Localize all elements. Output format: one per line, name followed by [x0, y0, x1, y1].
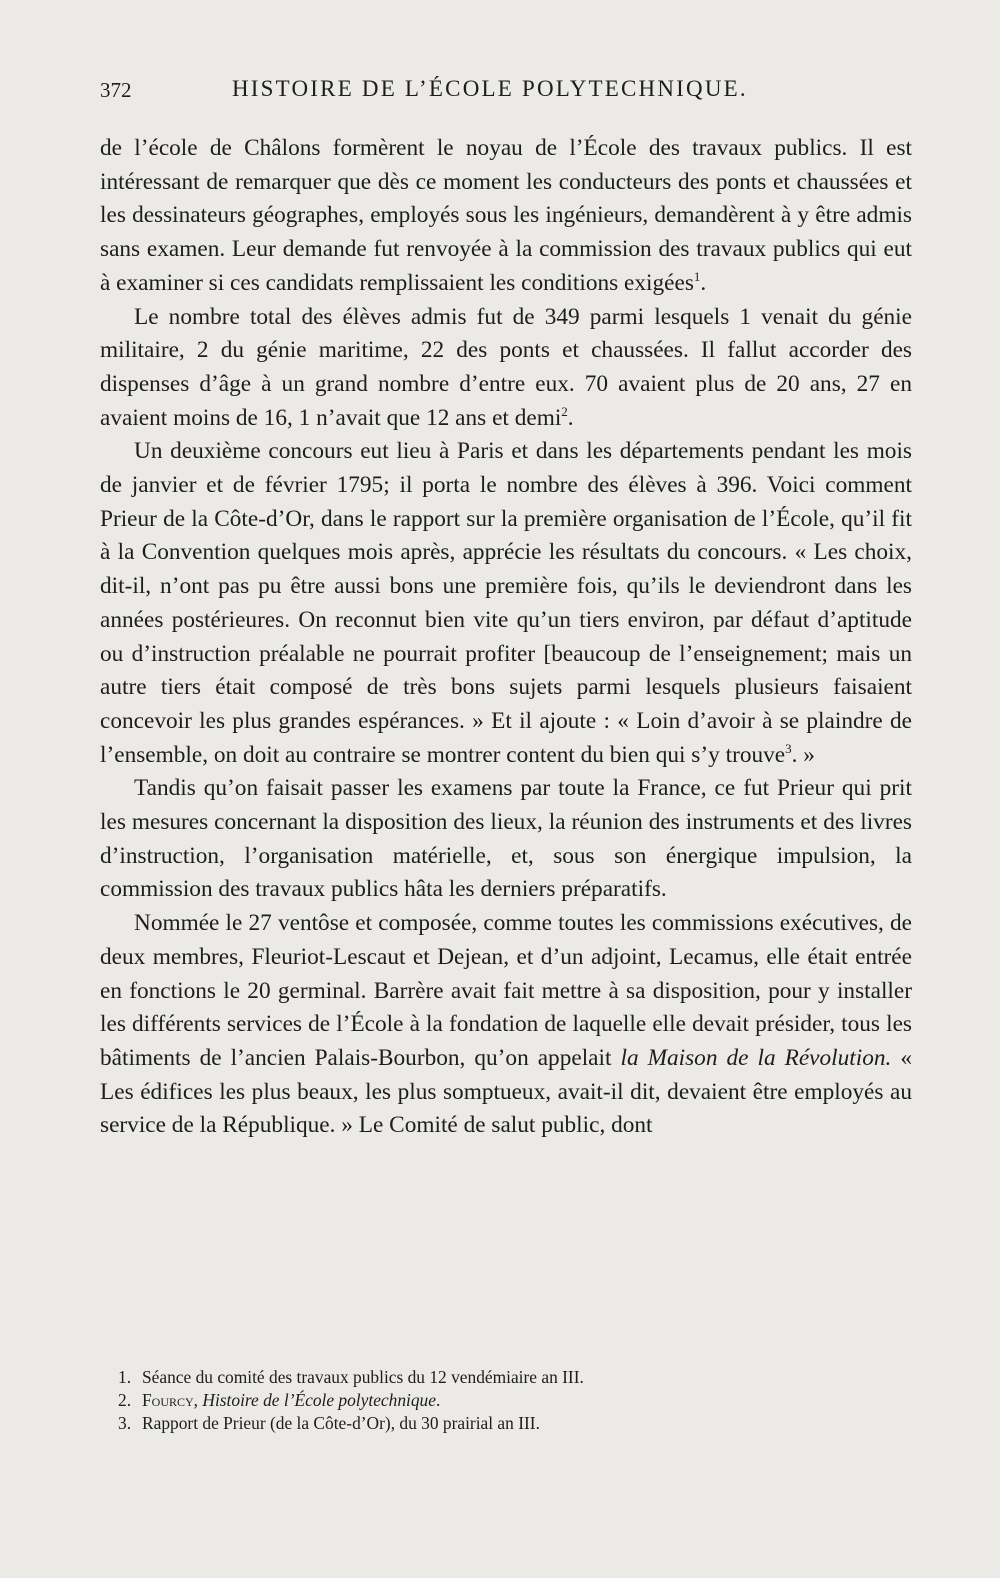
- paragraph-2-end: .: [567, 404, 574, 431]
- footnote-3: [100, 1412, 912, 1435]
- body-text: [100, 132, 912, 1143]
- footnote-author: Fourcy,: [142, 1390, 199, 1411]
- footnote-ref-3: 3: [785, 740, 792, 756]
- footnote-text: Rapport de Prieur (de la Côte-d’Or), du 30 prairial an III.: [142, 1413, 540, 1434]
- footnote-text: Séance du comité des travaux publics du 12 vendémiaire an III.: [142, 1367, 584, 1387]
- footnote-end: .: [435, 1390, 441, 1411]
- paragraph-5-text: Nommée le 27 ventôse et composée, comme toutes les commissions exécutives, de deux membres, Fleuriot-Lescaut et Dejean, et d’un adjoint, Lecamus, elle était entrée en fonctions le 20 germinal. Barrère avait fait mettre à sa disposition, pour y installer les différents services de l’École à la fondation de laquelle elle devait présider, tous les bâtiments de l’ancien Palais-Bourbon, qu’on appelait: [100, 910, 912, 1071]
- paragraph-1: [100, 132, 912, 301]
- paragraph-2-text: Le nombre total des élèves admis fut de 349 parmi lesquels 1 venait du génie militaire, 2 du génie maritime, 22 des ponts et chaussées. Il fallut accorder des dispenses d’âge à un grand nombre d’entre eux. 70 avaient plus de 20 ans, 27 en avaient moins de 16, 1 n’avait que 12 ans et demi: [100, 303, 912, 431]
- paragraph-2: [100, 301, 912, 436]
- paragraph-1-end: .: [700, 269, 707, 296]
- footnote-ref-2: 2: [561, 403, 568, 419]
- footnote-1: [100, 1366, 912, 1389]
- paragraph-5-italic: la Maison de la Révolution.: [620, 1044, 892, 1071]
- running-title: HISTOIRE DE L’ÉCOLE POLYTECHNIQUE.: [232, 76, 748, 101]
- paragraph-3-text: Un deuxième concours eut lieu à Paris et dans les départements pendant les mois de janvier et de février 1795; il porta le nombre des élèves à 396. Voici comment Prieur de la Côte-d’Or, dans le rapport sur la première organisation de l’École, qu’il fit à la Convention quelques mois après, apprécie les résultats du concours. « Les choix, dit-il, n’ont pas pu être aussi bons une première fois, qu’ils le deviendront dans les années postérieures. On reconnut bien vite qu’un tiers environ, par défaut d’aptitude ou d’instruction préalable ne pourrait profiter [beaucoup de l’enseignement; mais un autre tiers était composé de très bons sujets parmi lesquels plusieurs faisaient concevoir les plus grandes espérances. » Et il ajoute : « Loin d’avoir à se plaindre de l’ensemble, on doit au contraire se montrer content du bien qui s’y trouve: [100, 438, 912, 768]
- paragraph-4-text: Tandis qu’on faisait passer les examens par toute la France, ce fut Prieur qui prit les mesures concernant la disposition des lieux, la réunion des instruments et des livres d’instruction, l’organisation matérielle, et, sous son énergique impulsion, la commission des travaux publics hâta les derniers préparatifs.: [100, 775, 912, 903]
- paragraph-3-end: . »: [791, 741, 815, 768]
- paragraph-1-text: de l’école de Châlons formèrent le noyau de l’École des travaux publics. Il est intéressant de remarquer que dès ce moment les conducteurs des ponts et chaussées et les dessinateurs géographes, employés sous les ingénieurs, demandèrent à y être admis sans examen. Leur demande fut renvoyée à la commission des travaux publics qui eut à examiner si ces candidats remplissaient les conditions exigées: [100, 135, 912, 296]
- footnote-ref-1: 1: [693, 268, 701, 284]
- paragraph-4: [100, 772, 912, 907]
- paragraph-5-end: « Les édifices les plus beaux, les plus somptueux, avait-il dit, devaient être employés au service de la République. » Le Comité de salut public, dont: [100, 1044, 912, 1139]
- page-header: [100, 72, 812, 112]
- paragraph-5: [100, 907, 912, 1143]
- page-number: 372: [100, 78, 132, 102]
- footnote-number: 3.: [118, 1413, 132, 1434]
- footnote-number: 1.: [118, 1367, 132, 1387]
- paragraph-3: [100, 435, 912, 772]
- footnotes: [100, 1366, 912, 1436]
- footnote-content: [142, 1389, 440, 1412]
- footnote-title: Histoire de l’École polytechnique: [202, 1390, 436, 1411]
- footnote-2: [100, 1389, 912, 1412]
- footnote-number: 2.: [118, 1390, 132, 1411]
